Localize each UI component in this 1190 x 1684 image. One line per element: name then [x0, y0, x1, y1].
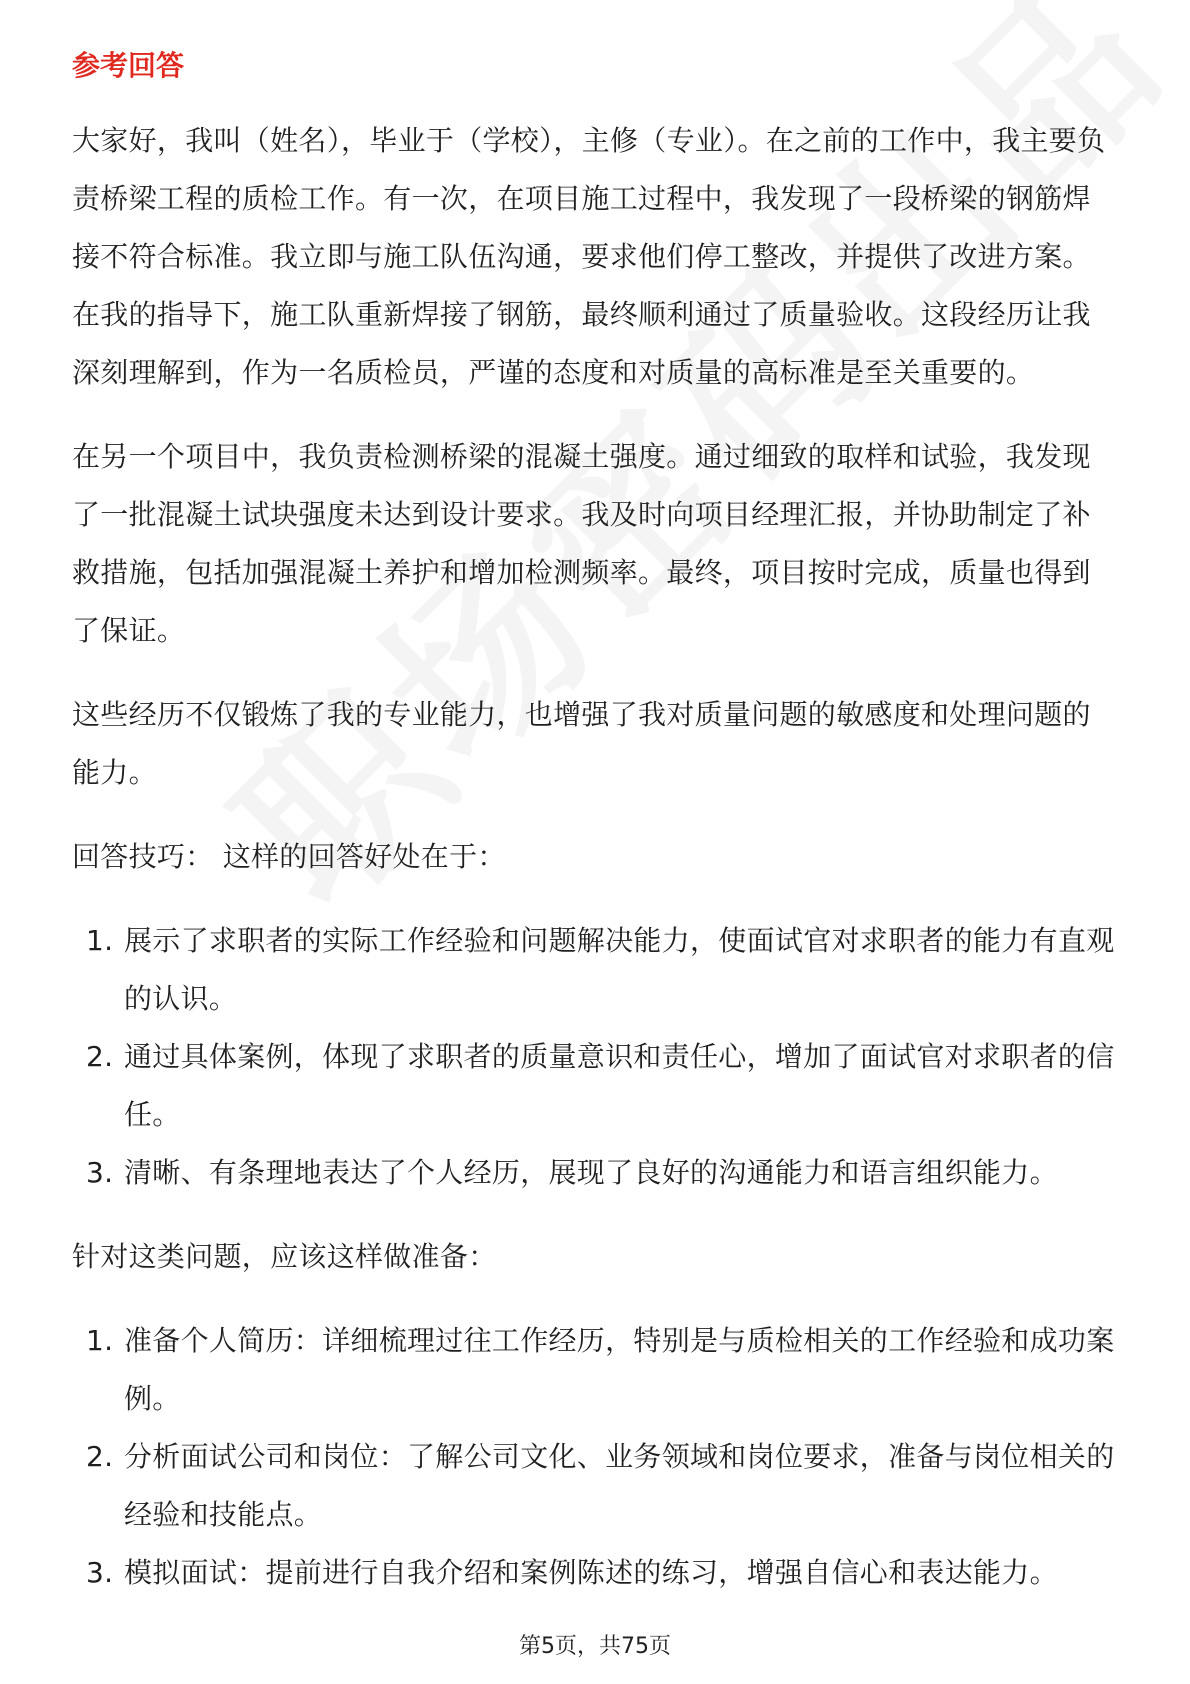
- section-title: 参考回答: [72, 49, 185, 82]
- prep-heading: 针对这类问题，应该这样做准备：: [72, 1240, 497, 1273]
- list-number: 1.: [86, 1324, 114, 1357]
- list-item: [72, 1312, 1118, 1428]
- list-item-text: 模拟面试：提前进行自我介绍和案例陈述的练习，增强自信心和表达能力。: [124, 1556, 1058, 1589]
- answer-paragraph-3: 这些经历不仅锻炼了我的专业能力，也增强了我对质量问题的敏感度和处理问题的能力。: [72, 698, 1091, 789]
- list-item-text: 分析面试公司和岗位：了解公司文化、业务领域和岗位要求，准备与岗位相关的经验和技能点。: [124, 1440, 1115, 1531]
- list-number: 2.: [86, 1040, 114, 1073]
- list-number: 2.: [86, 1440, 114, 1473]
- list-item: [72, 912, 1118, 1028]
- list-item: [72, 1028, 1118, 1144]
- tips-heading: 回答技巧： 这样的回答好处在于：: [72, 840, 506, 873]
- list-number: 3.: [86, 1156, 114, 1189]
- list-number: 3.: [86, 1556, 114, 1589]
- list-item-text: 通过具体案例，体现了求职者的质量意识和责任心，增加了面试官对求职者的信任。: [124, 1040, 1115, 1131]
- list-number: 1.: [86, 924, 114, 957]
- list-item-text: 清晰、有条理地表达了个人经历，展现了良好的沟通能力和语言组织能力。: [124, 1156, 1058, 1189]
- answer-paragraph-2: 在另一个项目中，我负责检测桥梁的混凝土强度。通过细致的取样和试验，我发现了一批混凝土试块强度未达到设计要求。我及时向项目经理汇报，并协助制定了补救措施，包括加强混凝土养护和增加检测频率。最终，项目按时完成，质量也得到了保证。: [72, 440, 1091, 647]
- list-item: [72, 1144, 1118, 1202]
- list-item-text: 展示了求职者的实际工作经验和问题解决能力，使面试官对求职者的能力有直观的认识。: [124, 924, 1115, 1015]
- page-number: 第5页，共75页: [519, 1634, 671, 1659]
- answer-paragraph-1: 大家好，我叫（姓名），毕业于（学校），主修（专业）。在之前的工作中，我主要负责桥梁工程的质检工作。有一次，在项目施工过程中，我发现了一段桥梁的钢筋焊接不符合标准。我立即与施工队伍沟通，要求他们停工整改，并提供了改进方案。在我的指导下，施工队重新焊接了钢筋，最终顺利通过了质量验收。这段经历让我深刻理解到，作为一名质检员，严谨的态度和对质量的高标准是至关重要的。: [72, 124, 1106, 389]
- tips-list: [72, 912, 1118, 1202]
- list-item: [72, 1544, 1118, 1602]
- list-item-text: 准备个人简历：详细梳理过往工作经历，特别是与质检相关的工作经验和成功案例。: [124, 1324, 1115, 1415]
- page-content: [72, 46, 1118, 1628]
- prep-list: [72, 1312, 1118, 1602]
- list-item: [72, 1428, 1118, 1544]
